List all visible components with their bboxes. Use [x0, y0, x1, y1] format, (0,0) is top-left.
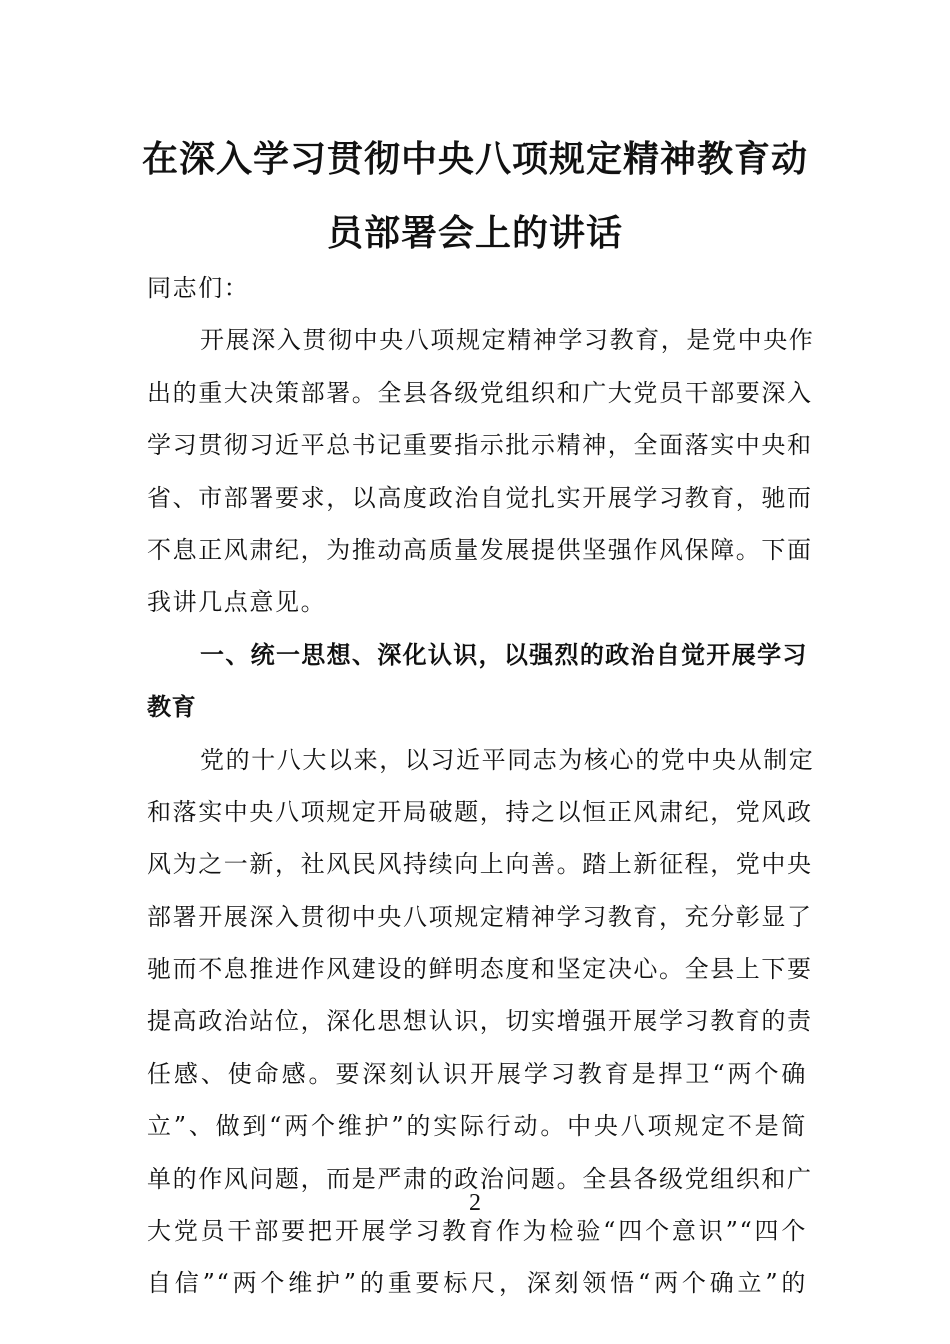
page-number: 2 — [469, 1190, 481, 1216]
section-heading-1: 一、统一思想、深化认识，以强烈的政治自觉开展学习 — [200, 640, 807, 669]
paragraph-2-line: 任感、使命感。要深刻认识开展学习教育是捍卫“两个确 — [147, 1059, 807, 1088]
paragraph-2-line: 风为之一新，社风民风持续向上向善。踏上新征程，党中央 — [147, 850, 813, 879]
paragraph-2-line: 党的十八大以来，以习近平同志为核心的党中央从制定 — [200, 745, 815, 774]
paragraph-1-line: 出的重大决策部署。全县各级党组织和广大党员干部要深入 — [147, 378, 813, 407]
paragraph-2-line: 立”、做到“两个维护”的实际行动。中央八项规定不是简 — [147, 1112, 807, 1141]
section-heading-1-cont: 教育 — [147, 693, 197, 722]
paragraph-1-line: 开展深入贯彻中央八项规定精神学习教育，是党中央作 — [200, 326, 815, 355]
salutation: 同志们： — [147, 274, 250, 302]
title-line-2: 员部署会上的讲话 — [326, 212, 623, 254]
paragraph-1-line: 不息正风肃纪，为推动高质量发展提供坚强作风保障。下面 — [147, 535, 813, 564]
document-body — [147, 262, 815, 1310]
paragraph-2-line: 单的作风问题，而是严肃的政治问题。全县各级党组织和广 — [147, 1164, 813, 1193]
paragraph-2-line: 部署开展深入贯彻中央八项规定精神学习教育，充分彰显了 — [147, 902, 813, 931]
paragraph-1-line: 学习贯彻习近平总书记重要指示批示精神，全面落实中央和 — [147, 431, 813, 460]
paragraph-2-line: 提高政治站位，深化思想认识，切实增强开展学习教育的责 — [147, 1007, 813, 1036]
title-line-1: 在深入学习贯彻中央八项规定精神教育动 — [141, 138, 808, 180]
paragraph-1-line: 我讲几点意见。 — [147, 588, 327, 617]
paragraph-2-line: 自信”“两个维护”的重要标尺，深刻领悟“两个确立”的 — [147, 1269, 807, 1298]
paragraph-1-line: 省、市部署要求，以高度政治自觉扎实开展学习教育，驰而 — [147, 483, 813, 512]
document-title — [130, 122, 820, 270]
paragraph-2-line: 和落实中央八项规定开局破题，持之以恒正风肃纪，党风政 — [147, 797, 813, 826]
paragraph-2-line: 驰而不息推进作风建设的鲜明态度和坚定决心。全县上下要 — [147, 955, 813, 984]
paragraph-2-line: 大党员干部要把开展学习教育作为检验“四个意识”“四个 — [147, 1217, 807, 1246]
